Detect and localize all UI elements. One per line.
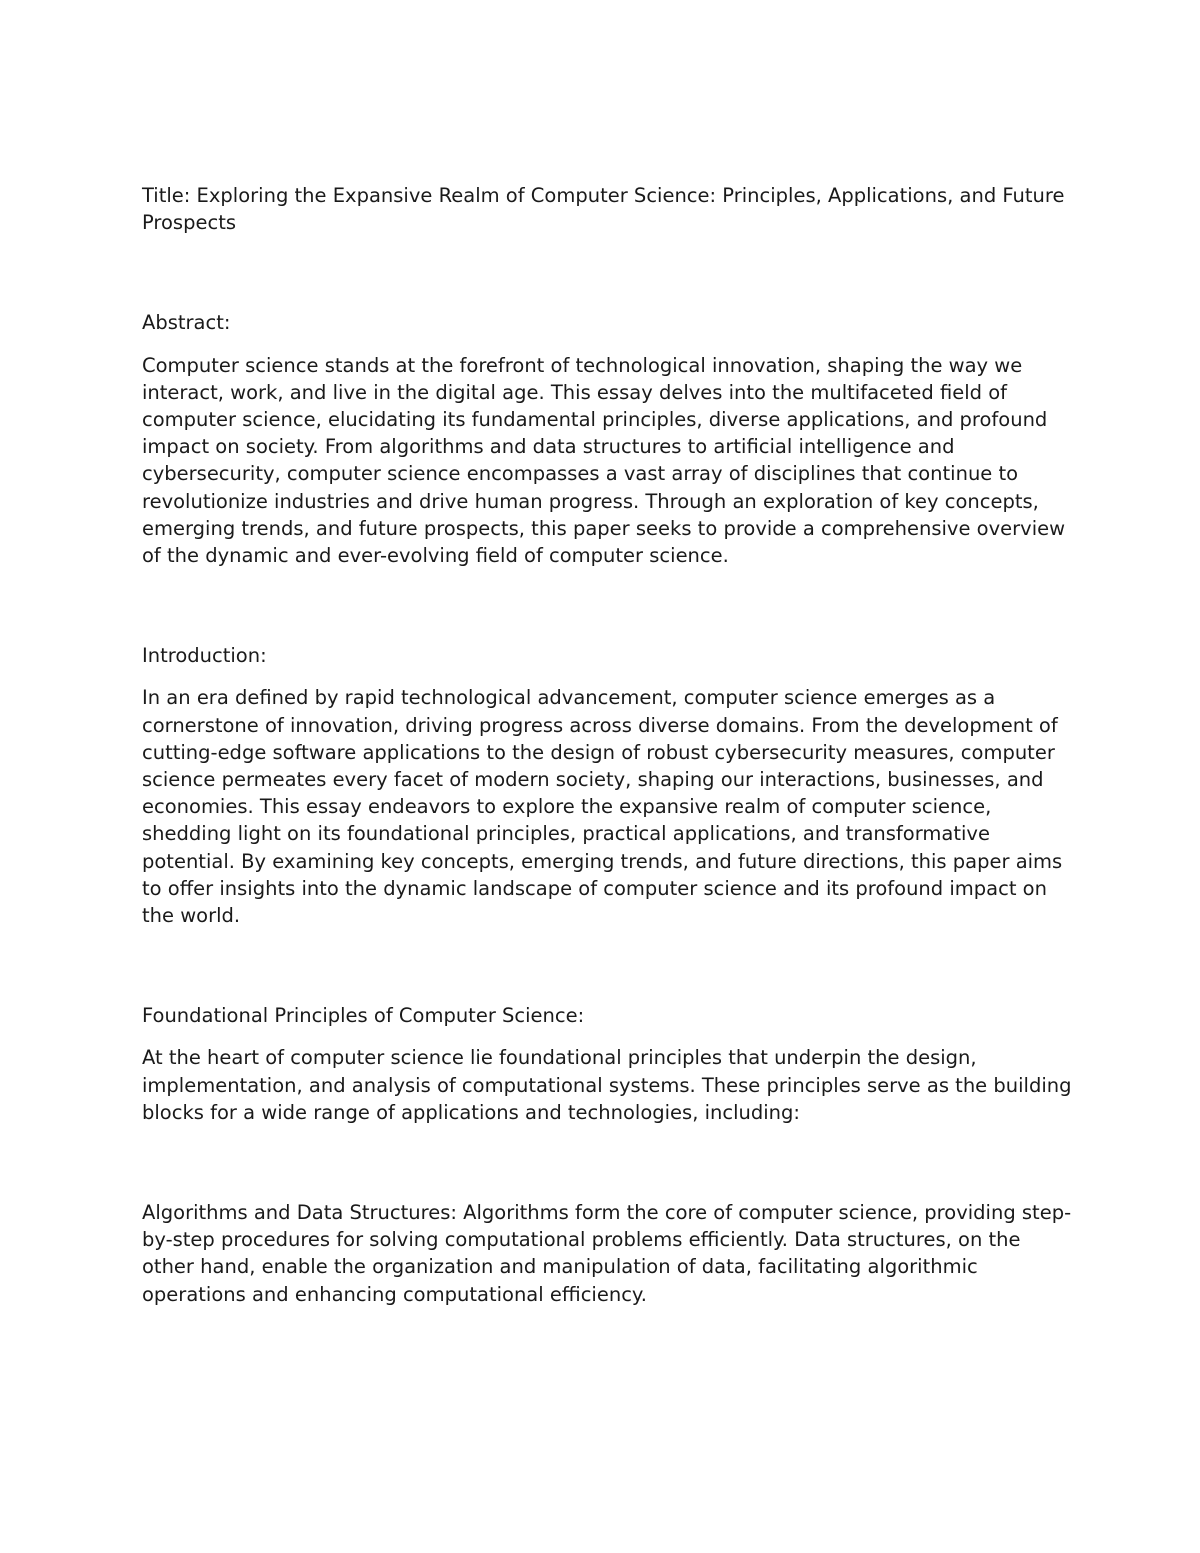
algorithms-paragraph: Algorithms and Data Structures: Algorithms form the core of computer science, providing step-by-step procedures for solving computational problems efficiently. Data structures, on the other hand, enable the organization and manipulation of data, facilitating algorithmic operations and enhancing computational efficiency. <box>142 1201 1072 1306</box>
introduction-paragraph: In an era defined by rapid technological advancement, computer science emerges as a cornerstone of innovation, driving progress across diverse domains. From the development of cutting-edge software applications to the design of robust cybersecurity measures, computer science permeates every facet of modern society, shaping our interactions, businesses, and economies. This essay endeavors to explore the expansive realm of computer science, shedding light on its foundational principles, practical applications, and transformative potential. By examining key concepts, emerging trends, and future directions, this paper aims to offer insights into the dynamic landscape of computer science and its profound impact on the world. <box>142 686 1063 928</box>
foundational-principles-paragraph: At the heart of computer science lie foundational principles that underpin the design, implementation, and analysis of computational systems. These principles serve as the building blocks for a wide range of applications and technologies, including: <box>142 1046 1072 1124</box>
introduction-heading: Introduction: <box>142 644 267 668</box>
foundational-principles-heading: Foundational Principles of Computer Science: <box>142 1004 585 1028</box>
document-title: Title: Exploring the Expansive Realm of Computer Science: Principles, Applications, and Future Prospects <box>142 184 1065 235</box>
abstract-heading: Abstract: <box>142 311 231 335</box>
document-body <box>142 182 1072 1308</box>
abstract-paragraph: Computer science stands at the forefront of technological innovation, shaping the way we interact, work, and live in the digital age. This essay delves into the multifaceted field of computer science, elucidating its fundamental principles, diverse applications, and profound impact on society. From algorithms and data structures to artificial intelligence and cybersecurity, computer science encompasses a vast array of disciplines that continue to revolutionize industries and drive human progress. Through an exploration of key concepts, emerging trends, and future prospects, this paper seeks to provide a comprehensive overview of the dynamic and ever-evolving field of computer science. <box>142 353 1066 568</box>
